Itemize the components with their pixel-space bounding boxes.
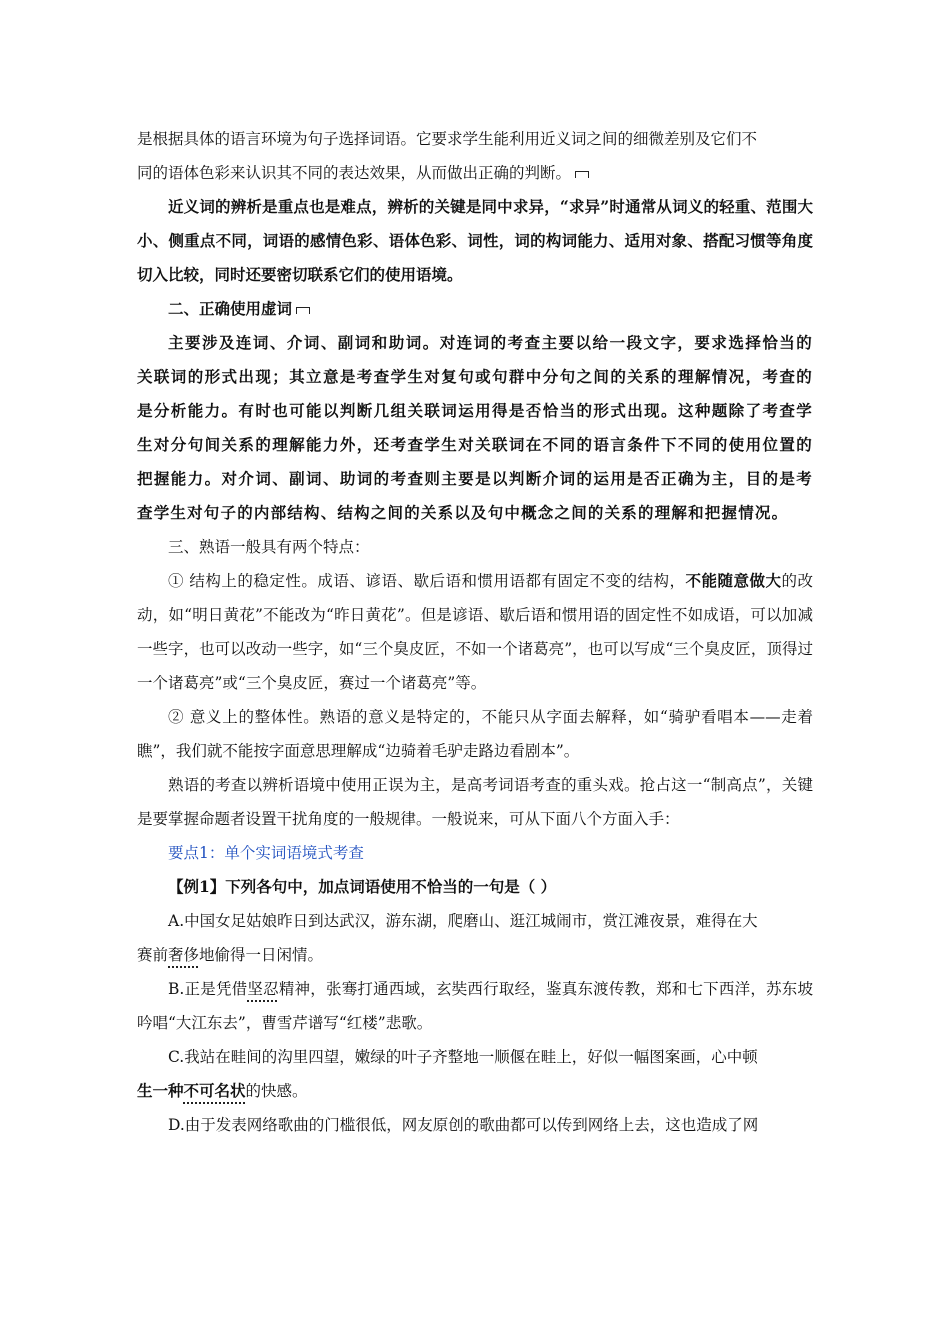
- paragraph-mark-icon: [575, 171, 589, 178]
- option-a-pre: 赛前: [137, 946, 169, 964]
- section-heading-text: 二、正确使用虚词: [168, 299, 293, 318]
- paragraph-continued-line2: 同的语体色彩来认识其不同的表达效果，从而做出正确的判断。: [137, 164, 572, 182]
- section-heading-function-words: [137, 292, 813, 326]
- function-words-paragraph: 主要涉及连词、介词、副词和助词。对连词的考查主要以给一段文字，要求选择恰当的关联词的形式出现；其立意是考查学生对复句或句群中分句之间的关系的理解情况，考查的是分析能力。有时也可能以判断几组关联词运用得是否恰当的形式出现。这种题除了考查学生对分句间关系的理解能力外，还考查学生对关联词在不同的语言条件下不同的使用位置的把握能力。对介词、副词、助词的考查则主要是以判断介词的运用是否正确为主，目的是考查学生对句子的内部结构、结构之间的关系以及句中概念之间的关系的理解和把握情况。: [137, 333, 813, 522]
- option-b-dotted-word: 坚忍: [247, 980, 279, 998]
- document-body: [137, 122, 813, 1142]
- option-a-post: 地偷得一日闲情。: [199, 946, 324, 964]
- option-c-line1: C.我站在畦间的沟里四望，嫩绿的叶子齐整地一顺偃在畦上，好似一幅图案画，心中顿: [168, 1048, 758, 1066]
- paragraph-continued: [137, 122, 813, 190]
- paragraph-mark-icon: [296, 307, 310, 314]
- idiom-test-paragraph: 熟语的考查以辨析语境中使用正误为主，是高考词语考查的重头戏。抢占这一“制高点”，关键是要掌握命题者设置干扰角度的一般规律。一般说来，可从下面八个方面入手：: [137, 776, 813, 828]
- idiom-point-integrity: ② 意义上的整体性。熟语的意义是特定的，不能只从字面去解释，如“骑驴看唱本——走着瞧”，我们就不能按字面意思理解成“边骑着毛驴走路边看剧本”。: [137, 708, 813, 760]
- synonym-paragraph: 近义词的辨析是重点也是难点，辨析的关键是同中求异，“求异”时通常从词义的轻重、范围大小、侧重点不同，词语的感情色彩、语体色彩、词性，词的构词能力、适用对象、搭配习惯等角度切入比较，同时还要密切联系它们的使用语境。: [137, 197, 813, 284]
- option-a-line1: A.中国女足姑娘昨日到达武汉，游东湖，爬磨山、逛江城闹市，赏江滩夜景，难得在大: [168, 912, 758, 930]
- option-b-pre: B.正是凭借: [168, 980, 248, 998]
- option-a: [137, 904, 813, 972]
- option-b-post: 精神，张骞打通西域，玄奘西行取经，鉴真东渡传教，郑和七下西洋，苏东坡吟唱“大江东去”，曹雪芹谱写“红楼”悲歌。: [137, 980, 813, 1032]
- option-c-post: 的快感。: [245, 1082, 308, 1100]
- option-c-pre: 生一种: [137, 1081, 184, 1100]
- idiom-point-stability-text-a: ① 结构上的稳定性。成语、谚语、歇后语和惯用语都有固定不变的结构，: [168, 572, 686, 590]
- option-a-dotted-word: 奢侈: [168, 946, 200, 964]
- paragraph-continued-line1: 是根据具体的语言环境为句子选择词语。它要求学生能利用近义词之间的细微差别及它们不: [137, 130, 758, 148]
- idiom-point-stability: [137, 564, 813, 700]
- idiom-point-stability-bold: 不能随意做大: [685, 571, 782, 590]
- option-d: D.由于发表网络歌曲的门槛很低，网友原创的歌曲都可以传到网络上去，这也造成了网: [168, 1116, 759, 1134]
- idiom-point-stability-text-c: 的改动，如“明日黄花”不能改为“昨日黄花”。但是谚语、歇后语和惯用语的固定性不如成语，可以加减一些字，也可以改动一些字，如“三个臭皮匠，不如一个诸葛亮”，也可以写成“三个臭皮匠，顶得过一个诸葛亮”或“三个臭皮匠，赛过一个诸葛亮”等。: [137, 572, 813, 692]
- keypoint-heading: 要点1：单个实词语境式考查: [168, 844, 364, 862]
- section-heading-idioms: 三、熟语一般具有两个特点：: [168, 538, 370, 556]
- example-question: 【例1】下列各句中，加点词语使用不恰当的一句是（ ）: [168, 877, 557, 896]
- option-c: [137, 1040, 813, 1108]
- option-b: [137, 972, 813, 1040]
- option-c-dotted-word: 不可名状: [183, 1081, 246, 1100]
